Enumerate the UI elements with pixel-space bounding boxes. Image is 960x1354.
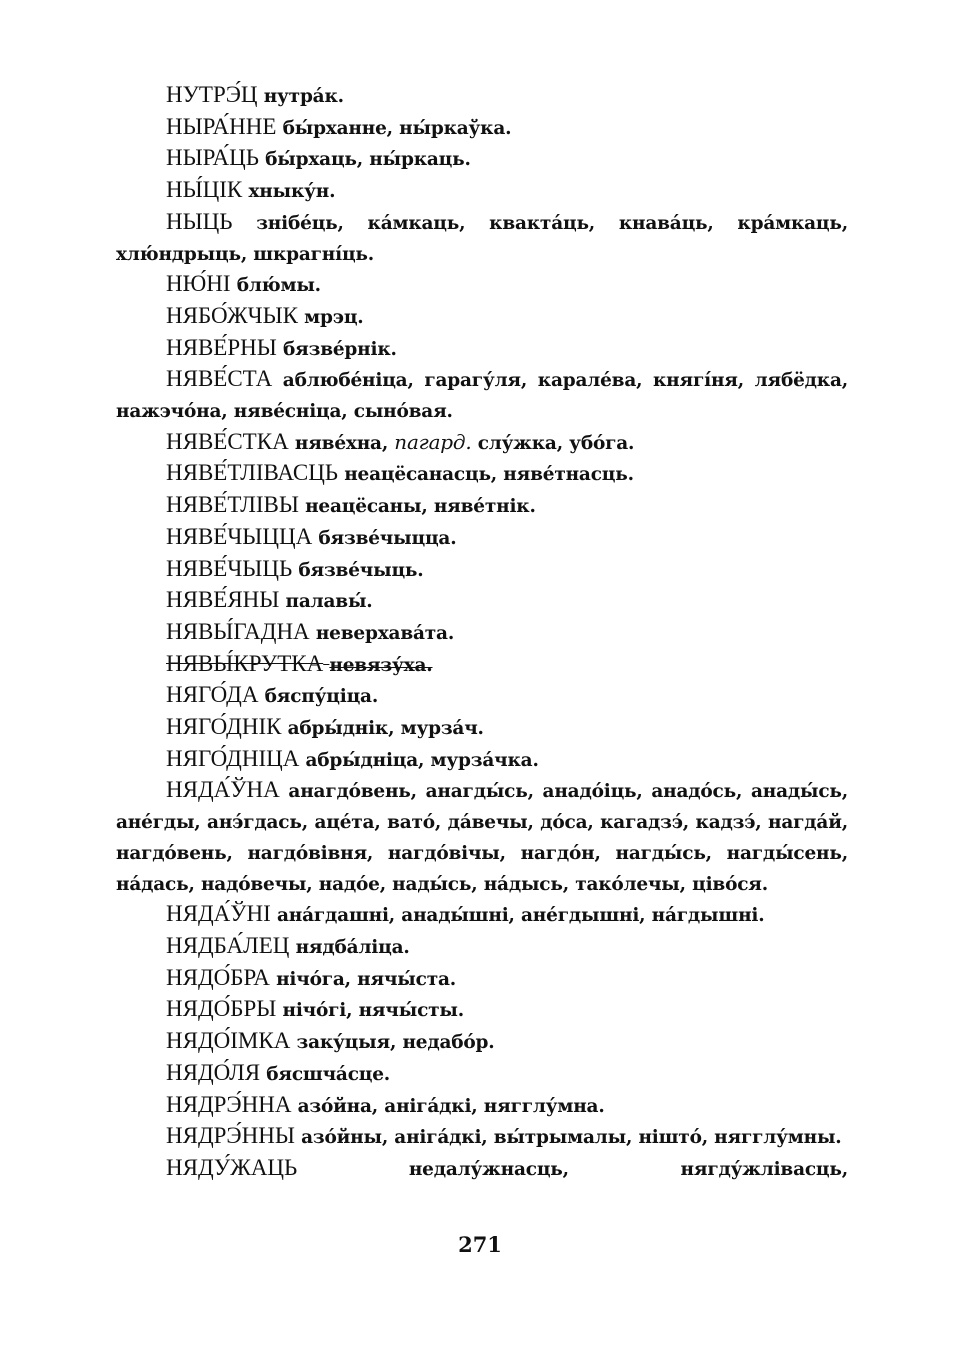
headword: НЯДУ́ЖАЦЬ: [166, 1154, 298, 1180]
dictionary-entry: [116, 112, 848, 144]
synonyms: блю́мы.: [236, 275, 321, 297]
dictionary-entry: [116, 775, 848, 899]
headword: НЫРА́ННЕ: [166, 113, 277, 139]
synonyms: знібе́ць, ка́мкаць, квакта́ць, кнава́ць, кра́мкаць, хлю́ндрыць, шкрагні́ць.: [116, 212, 848, 265]
dictionary-entry: [116, 333, 848, 365]
synonyms: мрэц.: [304, 306, 364, 328]
headword: НЯГО́ДНІК: [166, 714, 282, 740]
headword: НЯВЕ́СТА: [166, 366, 273, 392]
synonyms: слу́жка, убо́га.: [477, 432, 635, 454]
headword: НЯВЫ́КРУТКА: [166, 650, 324, 676]
dictionary-entry: [116, 80, 848, 112]
dictionary-entry: [116, 207, 848, 269]
headword: НЯВЕ́ЯНЫ: [166, 587, 280, 613]
dictionary-entry: [116, 490, 848, 522]
dictionary-entry: [116, 301, 848, 333]
synonyms: бязве́чыцца.: [318, 527, 457, 549]
dictionary-entry: [116, 269, 848, 301]
dictionary-entry: [116, 931, 848, 963]
synonyms: аблюбе́ніца, гарагу́ля, карале́ва, княгі́ня, лябёдка, нажэчо́на, няве́сніца, сыно́вая.: [116, 370, 848, 423]
dictionary-entry: [116, 175, 848, 207]
synonyms: абры́днік, мурза́ч.: [287, 718, 484, 740]
synonyms: няве́хна,: [294, 432, 389, 454]
dictionary-entry-struck: [116, 649, 848, 681]
synonyms: хныку́н.: [248, 181, 336, 203]
dictionary-entry: [116, 899, 848, 931]
headword: НЯДО́ЛЯ: [166, 1059, 261, 1085]
synonyms: недалу́жнасць, нягду́жлівасць,: [408, 1158, 848, 1180]
headword: НЯВЕ́СТКА: [166, 428, 289, 454]
dictionary-entry: [116, 1121, 848, 1153]
headword: НЯВЕ́ТЛІВЫ: [166, 492, 299, 518]
dictionary-entry: [116, 1058, 848, 1090]
headword: НЯВЕ́ЧЫЦЬ: [166, 555, 293, 581]
synonyms: нядба́ліца.: [295, 936, 410, 958]
synonyms: нічо́га, нячы́ста.: [276, 968, 456, 990]
usage-label: пагард.: [394, 429, 472, 454]
headword: НЫРА́ЦЬ: [166, 145, 259, 171]
dictionary-entry: [116, 617, 848, 649]
headword: НЯВЫ́ГАДНА: [166, 618, 310, 644]
synonyms: неацёсаны, няве́тнік.: [305, 496, 536, 518]
headword: НЯДО́БРЫ: [166, 996, 277, 1022]
dictionary-page: [116, 80, 848, 1185]
headword: НЯДО́ІМКА: [166, 1028, 291, 1054]
dictionary-entry: [116, 963, 848, 995]
dictionary-entry: [116, 712, 848, 744]
dictionary-entry: [116, 458, 848, 490]
synonyms: бы́рханне, ны́ркаўка.: [282, 117, 512, 139]
dictionary-entry: [116, 364, 848, 426]
dictionary-entry: [116, 427, 848, 459]
dictionary-entry: [116, 143, 848, 175]
synonyms: бяспу́ціца.: [264, 686, 379, 708]
synonyms: нічо́гі, нячы́сты.: [282, 1000, 464, 1022]
headword: НЯВЕ́ЧЫЦЦА: [166, 523, 313, 549]
synonyms: бясшча́сце.: [266, 1063, 391, 1085]
dictionary-entry: [116, 994, 848, 1026]
headword: НЯДА́ЎНА: [166, 777, 280, 803]
headword: НЯДРЭ́ННЫ: [166, 1123, 295, 1149]
synonyms: невязу́ха.: [329, 654, 433, 676]
synonyms: неверхава́та.: [315, 622, 455, 644]
dictionary-entry: [116, 744, 848, 776]
headword: НЯДБА́ЛЕЦ: [166, 932, 290, 958]
headword: НУТРЭ́Ц: [166, 82, 258, 107]
dictionary-entry: [116, 522, 848, 554]
synonyms: азо́йна, аніга́дкі, нягглу́мна.: [297, 1095, 605, 1117]
synonyms: нутра́к.: [263, 86, 344, 107]
synonyms: бязве́рнік.: [282, 338, 397, 360]
headword: НЯБО́ЖЧЫК: [166, 302, 298, 328]
synonyms: заку́цыя, недабо́р.: [296, 1032, 495, 1054]
headword: НЯВЕ́ТЛІВАСЦЬ: [166, 460, 339, 486]
dictionary-entry: [116, 680, 848, 712]
synonyms: бязве́чыць.: [298, 559, 424, 581]
headword: НЯДО́БРА: [166, 964, 270, 990]
headword: НЯГО́ДНІЦА: [166, 745, 300, 771]
dictionary-entry: [116, 1026, 848, 1058]
synonyms: бы́рхаць, ны́ркаць.: [265, 149, 471, 171]
synonyms: анагдо́вень, анагды́сь, анадо́іць, анадо́сь, анады́сь, ане́гды, анэ́гдась, аце́та, вато́, да́вечы, до́са, кагадзэ́, кадзэ́, нагда́й, нагдо́вень, нагдо́вівня, нагдо́вічы, нагдо́н, нагды́сь, нагды́сень, на́дась, надо́вечы, надо́е, нады́сь, на́дысь, тако́лечы, ціво́ся.: [116, 781, 848, 895]
headword: НЯГО́ДА: [166, 682, 259, 708]
headword: НЯВЕ́РНЫ: [166, 334, 277, 360]
synonyms: азо́йны, аніга́дкі, вы́трымалы, нішто́, нягглу́мны.: [301, 1127, 842, 1149]
dictionary-entry: [116, 1090, 848, 1122]
synonyms: ана́гдашні, анады́шні, ане́гдышні, на́гдышні.: [276, 905, 765, 927]
headword: НЯДРЭ́ННА: [166, 1091, 292, 1117]
headword: НЫ́ЦІК: [166, 177, 243, 203]
headword: НЯДА́ЎНІ: [166, 901, 271, 927]
headword: НЮ́НІ: [166, 271, 231, 297]
page-number: 271: [458, 1232, 502, 1257]
synonyms: палавы́.: [285, 591, 373, 613]
synonyms: неацёсанасць, няве́тнасць.: [344, 464, 634, 486]
synonyms: абры́дніца, мурза́чка.: [305, 749, 539, 771]
dictionary-entry: [116, 585, 848, 617]
dictionary-entry: [116, 554, 848, 586]
headword: НЫЦЬ: [166, 208, 233, 234]
dictionary-entry-continued: [116, 1153, 848, 1185]
